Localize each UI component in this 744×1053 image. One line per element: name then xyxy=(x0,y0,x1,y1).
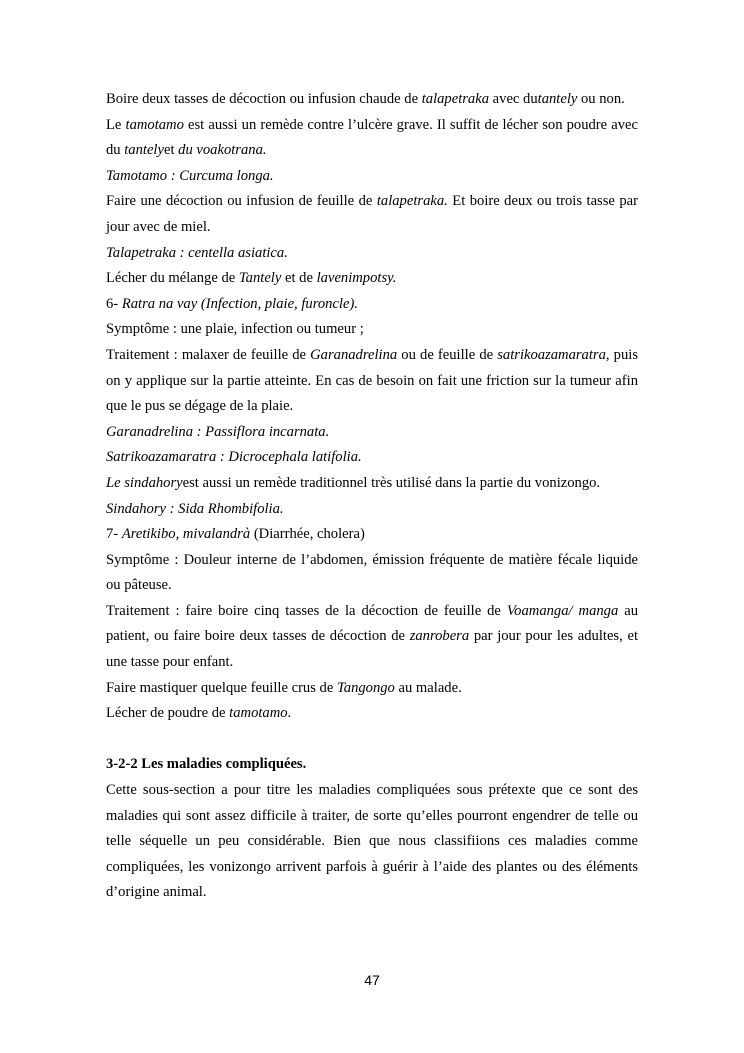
treatment-6 xyxy=(106,343,638,420)
plant-name: tamotamo xyxy=(229,705,288,722)
section-heading: 3-2-2 Les maladies compliquées. xyxy=(106,756,307,773)
paragraph-tantely-mix xyxy=(106,266,638,292)
plant-name: lavenimpotsy. xyxy=(316,270,397,287)
plant-name: tantely xyxy=(537,91,578,107)
species-garanadrelina xyxy=(106,420,638,446)
paragraph-complicated-diseases: Cette sous-section a pour titre les maladies compliquées sous prétexte que ce sont des maladies qui sont assez difficile à traiter, de sorte qu’elles pourront engendrer de telle ou telle séquelle un peu considérable. Bien que nous classifiions ces maladies comme compliquées, les vonizongo arrivent parfois à guérir à l’aide des plantes ou des éléments d’origine animal. xyxy=(106,782,638,901)
text-run: Traitement : faire boire cinq tasses de la décoction de feuille de xyxy=(106,602,507,619)
paragraph-tamotamo-powder xyxy=(106,701,638,727)
plant-name: Tangongo xyxy=(337,679,395,696)
page-number: 47 xyxy=(364,972,380,988)
paragraph-talapetraka-infusion xyxy=(106,87,638,113)
species-sindahory xyxy=(106,497,638,523)
species-tamotamo xyxy=(106,164,638,190)
text-run: Lécher du mélange de xyxy=(106,270,239,287)
text-run: et xyxy=(163,142,179,159)
plant-name: talapetraka xyxy=(421,91,490,107)
text-run: Lécher de poudre de xyxy=(106,705,230,722)
text-run: Le xyxy=(106,116,126,133)
symptom-6 xyxy=(106,317,638,343)
section-6-title xyxy=(106,292,638,318)
text-run: par jour pour les adultes, et une tasse pour enfant. xyxy=(106,628,638,671)
plant-name: tamotamo xyxy=(125,116,184,133)
paragraph-talapetraka-decoction xyxy=(106,189,638,240)
paragraph-tangongo xyxy=(106,676,638,702)
blank-line xyxy=(106,727,638,753)
paragraph-tamotamo-ulcer xyxy=(106,113,638,164)
text-run: Faire mastiquer quelque feuille crus de xyxy=(106,679,337,696)
text-run: Symptôme : Douleur interne de l’abdomen, émission fréquente de matière fécale liquide ou pâteuse. xyxy=(106,551,638,594)
text-run: et de xyxy=(281,270,317,287)
paragraph-sindahory xyxy=(106,471,638,497)
plant-name: Le sindahory xyxy=(106,474,183,491)
text-run: Faire une décoction ou infusion de feuille de xyxy=(106,193,377,210)
plant-name: Tantely xyxy=(238,270,282,287)
treatment-7 xyxy=(106,599,638,676)
section-number: 6- xyxy=(106,295,122,312)
symptom-7 xyxy=(106,548,638,599)
species-talapetraka xyxy=(106,241,638,267)
disease-name: Aretikibo, mivalandrà xyxy=(121,526,251,543)
text-run: Et boire deux ou trois tasse par jour avec de miel. xyxy=(106,193,638,235)
text-run: au patient, ou faire boire deux tasses de décoction de xyxy=(106,602,639,645)
species-name: Talapetraka : centella asiatica. xyxy=(106,244,288,261)
plant-name: du voakotrana. xyxy=(178,142,267,159)
body-text xyxy=(106,87,638,906)
text-run: , puis on y applique sur la partie atteinte. En cas de besoin on fait une friction sur la tumeur afin que le pus se dégage de la plaie. xyxy=(106,346,638,415)
text-run: ou de feuille de xyxy=(397,346,498,363)
section-7-title xyxy=(106,522,638,548)
text-run: Traitement : malaxer de feuille de xyxy=(106,346,311,363)
text-run: avec du xyxy=(489,91,538,107)
species-satrikoazamaratra xyxy=(106,445,638,471)
text-run: est aussi un remède contre l’ulcère grave. Il suffit de lécher son poudre avec du xyxy=(106,116,638,159)
plant-name: Voamanga/ manga xyxy=(506,602,619,619)
plant-name: Garanadrelina xyxy=(310,346,398,363)
plant-name: zanrobera xyxy=(409,628,470,645)
disease-name: Ratra na vay (Infection, plaie, furoncle). xyxy=(121,295,358,312)
text-run: est aussi un remède traditionnel très utilisé dans la partie du vonizongo. xyxy=(182,474,601,491)
species-name: Sindahory : Sida Rhombifolia. xyxy=(106,500,284,517)
text-run: ou non. xyxy=(577,91,625,107)
text-run: Symptôme : une plaie, infection ou tumeur ; xyxy=(106,321,364,338)
plant-name: satrikoazamaratra xyxy=(497,346,606,363)
text-run: Boire deux tasses de décoction ou infusion chaude de xyxy=(106,91,422,107)
species-name: Tamotamo : Curcuma longa. xyxy=(106,167,274,184)
text-run: au malade. xyxy=(394,679,462,696)
species-name: Satrikoazamaratra : Dicrocephala latifolia. xyxy=(106,449,362,466)
text-run: . xyxy=(287,705,292,722)
plant-name: talapetraka. xyxy=(376,193,448,210)
species-name: Garanadrelina : Passiflora incarnata. xyxy=(106,423,330,440)
text-run: (Diarrhée, cholera) xyxy=(250,526,365,543)
plant-name: tantely xyxy=(124,142,164,159)
section-number: 7- xyxy=(106,526,122,543)
